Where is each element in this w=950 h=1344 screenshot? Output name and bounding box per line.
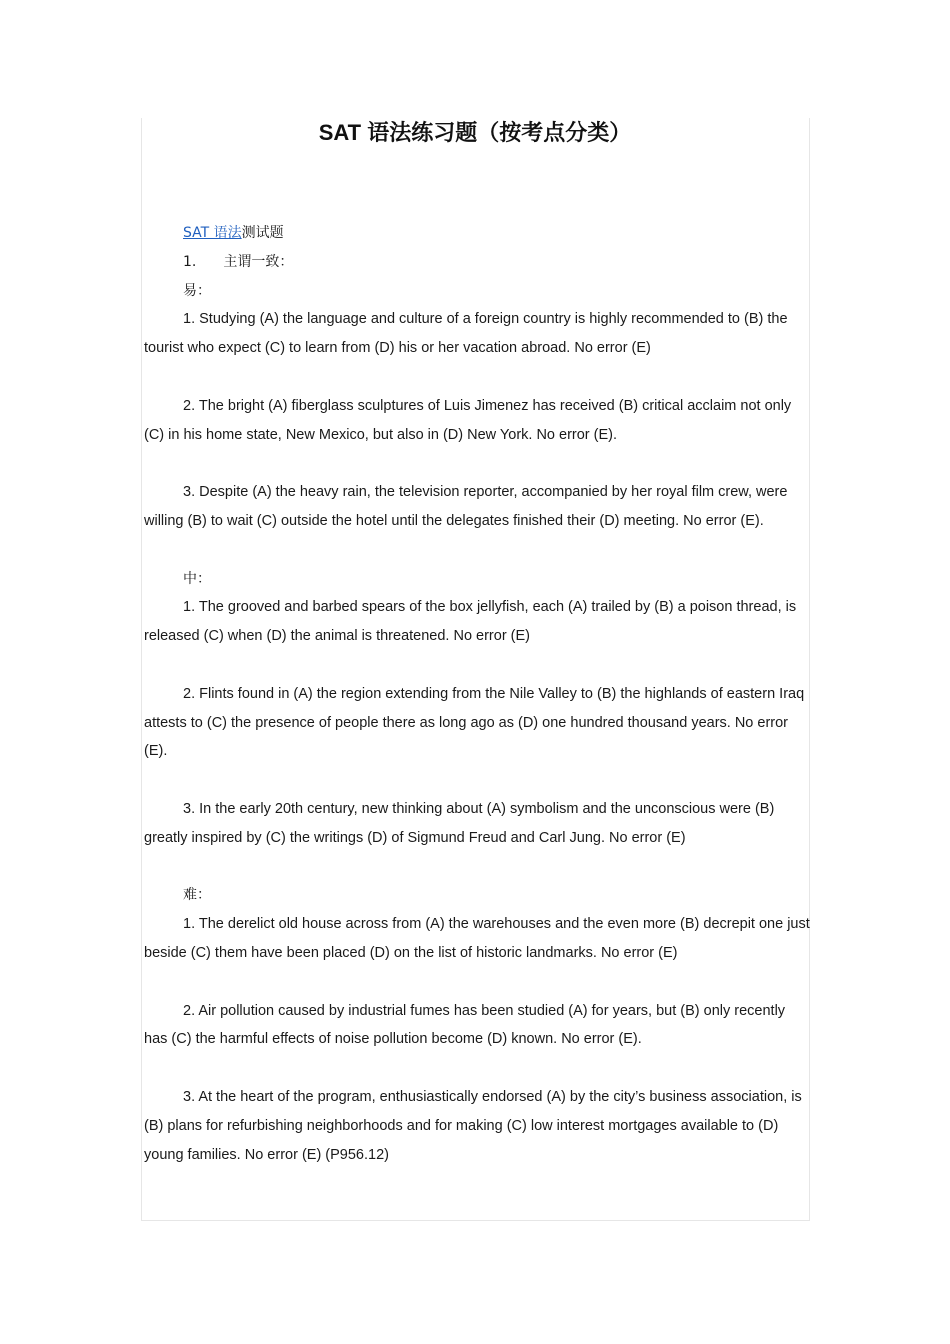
question-hard-2: 2. Air pollution caused by industrial fumes has been studied (A) for years, but (B) only recently has (C) the harmful effects of noise pollution become (D) known. No error (E).	[144, 1002, 786, 1048]
question-medium-2: 2. Flints found in (A) the region extending from the Nile Valley to (B) the highlands of eastern Iraq attests to (C) the presence of people there as long ago as (D) one hundred thousand years. No error (E).	[144, 685, 805, 760]
question-hard-3: 3. At the heart of the program, enthusiastically endorsed (A) by the city’s business association, is (B) plans for refurbishing neighborhoods and for making (C) low interest mortgages available to (D) young families. No error (E) (P956.12)	[144, 1088, 802, 1163]
level-label-medium: 中：	[183, 570, 211, 587]
question-easy-2: 2. The bright (A) fiberglass sculptures of Luis Jimenez has received (B) critical acclaim not only (C) in his home state, New Mexico, but also in (D) New York. No error (E).	[144, 397, 792, 443]
level-label-hard: 难：	[183, 887, 211, 904]
section-number: 1.	[183, 253, 197, 270]
question-medium-3: 3. In the early 20th century, new thinking about (A) symbolism and the unconscious were (B) greatly inspired by (C) the writings (D) of Sigmund Freud and Carl Jung. No error (E)	[144, 800, 775, 846]
level-label-easy: 易：	[183, 282, 211, 299]
section-heading	[144, 248, 810, 277]
section-name: 主谓一致：	[223, 253, 294, 270]
document-body	[144, 219, 810, 1169]
intro-suffix: 测试题	[241, 225, 284, 241]
question-easy-1: 1. Studying (A) the language and culture of a foreign country is highly recommended to (B) the tourist who expect (C) to learn from (D) his or her vacation abroad. No error (E)	[144, 311, 788, 357]
question-medium-1: 1. The grooved and barbed spears of the box jellyfish, each (A) trailed by (B) a poison thread, is released (C) when (D) the animal is threatened. No error (E)	[144, 599, 797, 645]
intro-line	[144, 219, 810, 248]
page-title: SAT 语法练习题（按考点分类）	[318, 120, 632, 145]
question-hard-1: 1. The derelict old house across from (A) the warehouses and the even more (B) decrepit one just beside (C) them have been placed (D) on the list of historic landmarks. No error (E)	[144, 916, 810, 961]
question-easy-3: 3. Despite (A) the heavy rain, the television reporter, accompanied by her royal film crew, were willing (B) to wait (C) outside the hotel until the delegates finished their (D) meeting. No error (E).	[144, 484, 788, 529]
sat-grammar-link[interactable]: SAT 语法	[183, 225, 242, 241]
